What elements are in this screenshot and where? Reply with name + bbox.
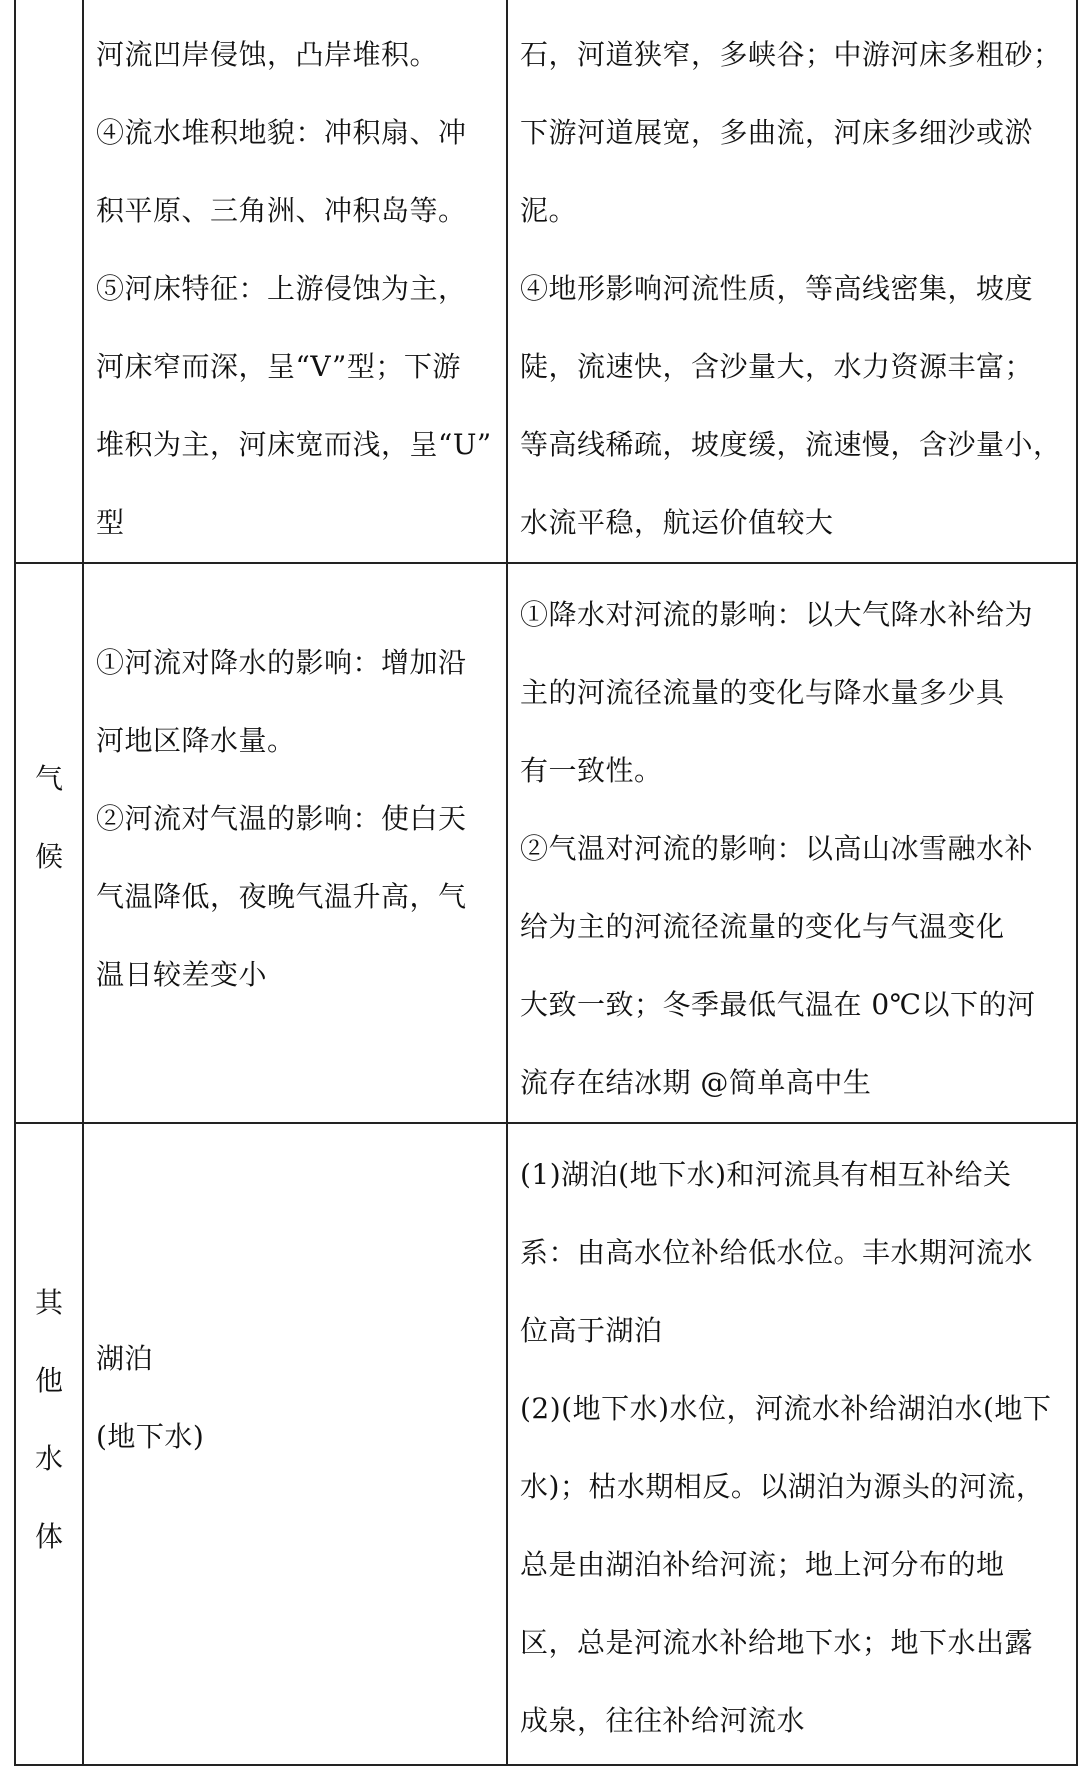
text-line: (2)(地下水)水位，河流水补给湖泊水(地下: [520, 1392, 1052, 1425]
text-line: 成泉，往往补给河流水: [520, 1704, 806, 1737]
table-row: [15, 0, 1077, 563]
category-char: 水: [34, 1442, 63, 1475]
text-line: ①河流对降水的影响：增加沿: [96, 646, 467, 679]
impact-cell: [83, 0, 507, 563]
effect-cell: [507, 1123, 1077, 1765]
impact-cell: [83, 563, 507, 1123]
text-line: 型: [96, 506, 125, 539]
text-line: (1)湖泊(地下水)和河流具有相互补给关: [520, 1158, 1012, 1191]
text-line: 河地区降水量。: [96, 724, 296, 757]
text-line: 等高线稀疏，坡度缓，流速慢，含沙量小，: [520, 428, 1062, 461]
text-line: 大致一致；冬季最低气温在 0℃以下的河: [520, 988, 1036, 1021]
text-line: ②气温对河流的影响：以高山冰雪融水补: [520, 832, 1034, 865]
text-line: 区，总是河流水补给地下水；地下水出露: [520, 1626, 1034, 1659]
text-line: 总是由湖泊补给河流；地上河分布的地: [520, 1548, 1005, 1581]
text-line: ②河流对气温的影响：使白天: [96, 802, 467, 835]
text-line: 水流平稳，航运价值较大: [520, 506, 834, 539]
text-line: (地下水): [96, 1420, 205, 1453]
category-cell: [15, 1123, 83, 1765]
text-line: 主的河流径流量的变化与降水量多少具: [520, 676, 1005, 709]
text-line: 温日较差变小: [96, 958, 268, 991]
text-line: 水)；枯水期相反。以湖泊为源头的河流，: [520, 1470, 1045, 1503]
text-line: 下游河道展宽，多曲流，河床多细沙或淤: [520, 116, 1034, 149]
table-row: [15, 563, 1077, 1123]
text-line: 湖泊: [96, 1342, 154, 1375]
text-line: 泥。: [520, 194, 578, 227]
text-line: 河床窄而深，呈“V”型；下游: [96, 350, 461, 383]
category-char: 其: [34, 1286, 63, 1319]
text-line: 有一致性。: [520, 754, 663, 787]
category-cell: [15, 0, 83, 563]
category-char: 体: [34, 1520, 63, 1553]
text-line: 气温降低，夜晚气温升高，气: [96, 880, 467, 913]
text-line: 河流凹岸侵蚀，凸岸堆积。: [96, 38, 439, 71]
text-line: 积平原、三角洲、冲积岛等。: [96, 194, 467, 227]
effect-cell: [507, 563, 1077, 1123]
impact-cell: [83, 1123, 507, 1765]
category-char: 候: [34, 840, 63, 873]
category-char: 气: [34, 762, 63, 795]
text-line: 陡，流速快，含沙量大，水力资源丰富；: [520, 350, 1034, 383]
table-row: [15, 1123, 1077, 1765]
category-cell: [15, 563, 83, 1123]
text-line: 堆积为主，河床宽而浅，呈“U”: [96, 428, 492, 461]
text-line: 流存在结冰期 @简单高中生: [520, 1066, 872, 1099]
effect-cell: [507, 0, 1077, 563]
text-line: 位高于湖泊: [520, 1314, 663, 1347]
text-line: ④流水堆积地貌：冲积扇、冲: [96, 116, 467, 149]
category-char: 他: [34, 1364, 63, 1397]
text-line: ⑤河床特征：上游侵蚀为主，: [96, 272, 467, 305]
text-line: 系：由高水位补给低水位。丰水期河流水: [520, 1236, 1034, 1269]
river-geography-table: [14, 0, 1078, 1766]
text-line: 给为主的河流径流量的变化与气温变化: [520, 910, 1005, 943]
text-line: ①降水对河流的影响：以大气降水补给为: [520, 598, 1034, 631]
text-line: 石，河道狭窄，多峡谷；中游河床多粗砂；: [520, 38, 1062, 71]
text-line: ④地形影响河流性质，等高线密集，坡度: [520, 272, 1034, 305]
